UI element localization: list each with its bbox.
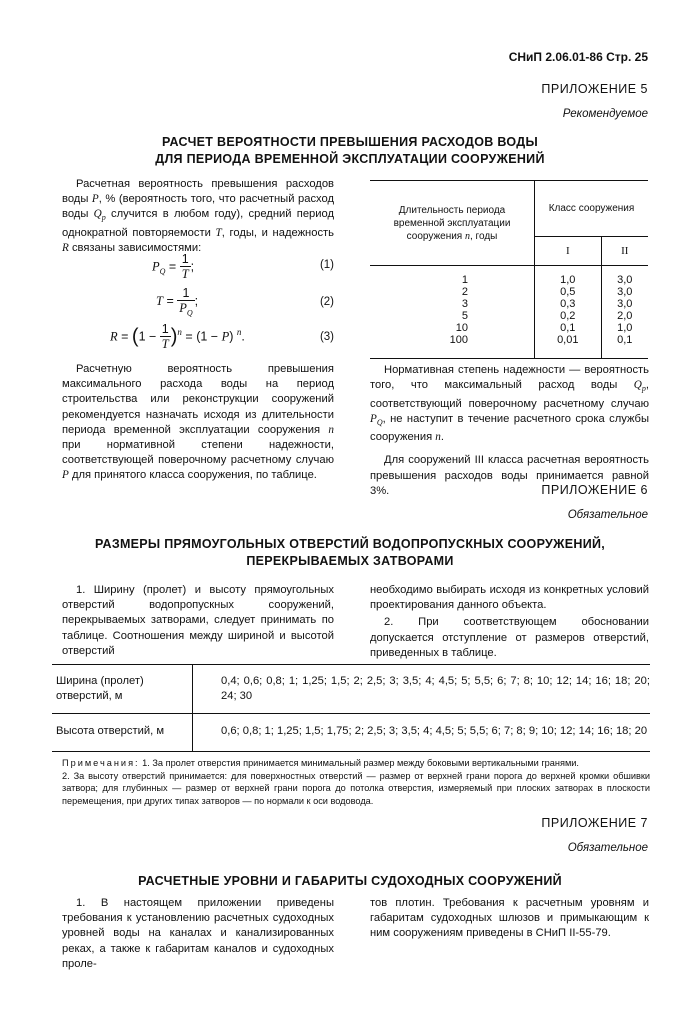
width-row-label: Ширина (пролет) отверстий, м xyxy=(52,665,193,714)
table-row xyxy=(52,665,650,714)
appendix7-right-col xyxy=(370,896,649,942)
appendix7-para1: 1. В настоящем приложении приведены требования к установлению расчетных судоходных уровней воды на каналах и канализированных реках, а также к габаритам каналов и судоходных проле- xyxy=(62,897,334,970)
formula-1: $P_Q$ = $\frac{1}{T}$ ; (1) xyxy=(152,252,334,281)
appendix5-para4: Для сооружений III класса расчетная вероятность превышения расходов воды принимается равной 3%. xyxy=(370,454,649,497)
formula-1-number: (1) xyxy=(319,259,334,271)
appendix6-right-col xyxy=(370,583,649,661)
appendix6-title-line1: РАЗМЕРЫ ПРЯМОУГОЛЬНЫХ ОТВЕРСТИЙ ВОДОПРОПУСКНЫХ СООРУЖЕНИЙ, xyxy=(94,537,606,551)
table-header-class-ii: II xyxy=(621,245,629,257)
note-2: 2. За высоту отверстий принимается: для поверхностных отверстий — размер от верхней грани порога до верхней кромки обшивки затвора; для глубинных — размер от верхней грани порога до потолка отверстия, измеряемый при плоских затворах в плоскости перемещения, при других типах затворов — по нормали к оси водовода. xyxy=(62,770,650,806)
appendix6-label: ПРИЛОЖЕНИЕ 6 xyxy=(541,483,648,497)
appendix6-title-line2: ПЕРЕКРЫВАЕМЫХ ЗАТВОРАМИ xyxy=(246,554,454,568)
appendix5-para2-block xyxy=(62,362,334,484)
appendix5-title-line2: ДЛЯ ПЕРИОДА ВРЕМЕННОЙ ЭКСПЛУАТАЦИИ СООРУЖЕНИЙ xyxy=(155,152,545,166)
appendix6-title xyxy=(50,536,650,570)
height-row-label: Высота отверстий, м xyxy=(52,714,193,752)
formula-2-number: (2) xyxy=(319,296,334,308)
table-row: 10 0,1 1,0 xyxy=(370,322,648,334)
appendix7-label: ПРИЛОЖЕНИЕ 7 xyxy=(541,816,648,830)
appendix6-status: Обязательное xyxy=(567,509,648,521)
appendix7-title: РАСЧЕТНЫЕ УРОВНИ И ГАБАРИТЫ СУДОХОДНЫХ СООРУЖЕНИЙ xyxy=(138,874,562,888)
appendix5-title xyxy=(50,134,650,168)
formula-3: R = (1 − $\frac{1}{T}$ )$^n$ = (1 − P) $^n$. (3) xyxy=(110,322,334,351)
table-header-duration: Длительность периода временной эксплуатации сооружения n, годы xyxy=(370,181,535,266)
formula-3-number: (3) xyxy=(319,331,334,343)
appendix5-title-line1: РАСЧЕТ ВЕРОЯТНОСТИ ПРЕВЫШЕНИЯ РАСХОДОВ ВОДЫ xyxy=(162,135,538,149)
note-1: Примечания: 1. За пролет отверстия принимается минимальный размер между боковыми вертикальными гранями. xyxy=(62,758,579,768)
appendix7-left-col xyxy=(62,896,334,972)
height-row-values: 0,6; 0,8; 1; 1,25; 1,5; 1,75; 2; 2,5; 3; 3,5; 4; 4,5; 5; 5,5; 6; 7; 8; 9; 10; 12; 14; 16; 18; 20 xyxy=(221,725,648,737)
formula-2: T = $\frac{1}{P_Q}$ ; (2) xyxy=(156,286,334,318)
appendix5-status: Рекомендуемое xyxy=(562,108,648,120)
appendix6-left-col xyxy=(62,583,334,659)
appendix5-para2: Расчетную вероятность превышения максимального расхода воды на период строительства или реконструкции сооружений рекомендуется назначать исходя из длительности периода временной эксплуатации сооружения n при нормативной степени надежности, соответствующей поверочному расчетному случаю P для принятого класса сооружения, по таблице. xyxy=(62,363,334,482)
appendix7-status: Обязательное xyxy=(567,842,648,854)
width-row-values: 0,4; 0,6; 0,8; 1; 1,25; 1,5; 2; 2,5; 3; 3,5; 4; 4,5; 5; 5,5; 6; 7; 8; 10; 12; 14; 16; 18; 20; 24; 30 xyxy=(221,675,650,702)
table-header-class-i: I xyxy=(535,237,602,266)
appendix5-para3: Нормативная степень надежности — вероятность того, что максимальный расход воды $Q_p$, соответствующий поверочному расчетному случаю $P_Q$, не наступит в течение расчетного срока службы сооружения n. xyxy=(370,364,649,444)
table-row: 1 1,0 3,0 xyxy=(370,274,648,286)
appendix5-para1: Расчетная вероятность превышения расходов воды P, % (вероятность того, что расчетный расход воды $Q_p$ случится в любом году), средний период однократной повторяемости T, годы, и надежность R связаны зависимостями: xyxy=(62,178,335,255)
appendix6-para3: 2. При соответствующем обосновании допускается отступление от размеров отверстий, приведенных в таблице. xyxy=(370,616,649,659)
appendix6-para1: 1. Ширину (пролет) и высоту прямоугольных отверстий водопропускных сооружений, перекрываемых затворами, следует принимать по таблице. Соотношения между шириной и высотой отверстий xyxy=(62,584,334,657)
table-row: 2 0,5 3,0 xyxy=(370,286,648,298)
table-header-class: Класс сооружения xyxy=(535,181,649,237)
appendix6-para2: необходимо выбирать исходя из конкретных условий проектирования данного объекта. xyxy=(370,584,649,612)
notes-label: Примечания: xyxy=(62,758,140,768)
appendix7-para2: тов плотин. Требования к расчетным уровням и габаритам судоходных шлюзов и примыкающим к ним сооружениям приведены в СНиП II-55-79. xyxy=(370,897,649,940)
table-row: 5 0,2 2,0 xyxy=(370,310,648,322)
table-row xyxy=(52,714,650,752)
appendix5-intro xyxy=(62,177,334,256)
page-header: СНиП 2.06.01-86 Стр. 25 xyxy=(508,50,648,64)
openings-table xyxy=(52,664,650,752)
table-row: 100 0,01 0,1 xyxy=(370,334,648,359)
appendix5-label: ПРИЛОЖЕНИЕ 5 xyxy=(541,82,648,96)
reliability-table xyxy=(370,180,648,359)
appendix5-right-text xyxy=(370,363,649,499)
table-row: 3 0,3 3,0 xyxy=(370,298,648,310)
appendix6-notes xyxy=(62,757,650,807)
